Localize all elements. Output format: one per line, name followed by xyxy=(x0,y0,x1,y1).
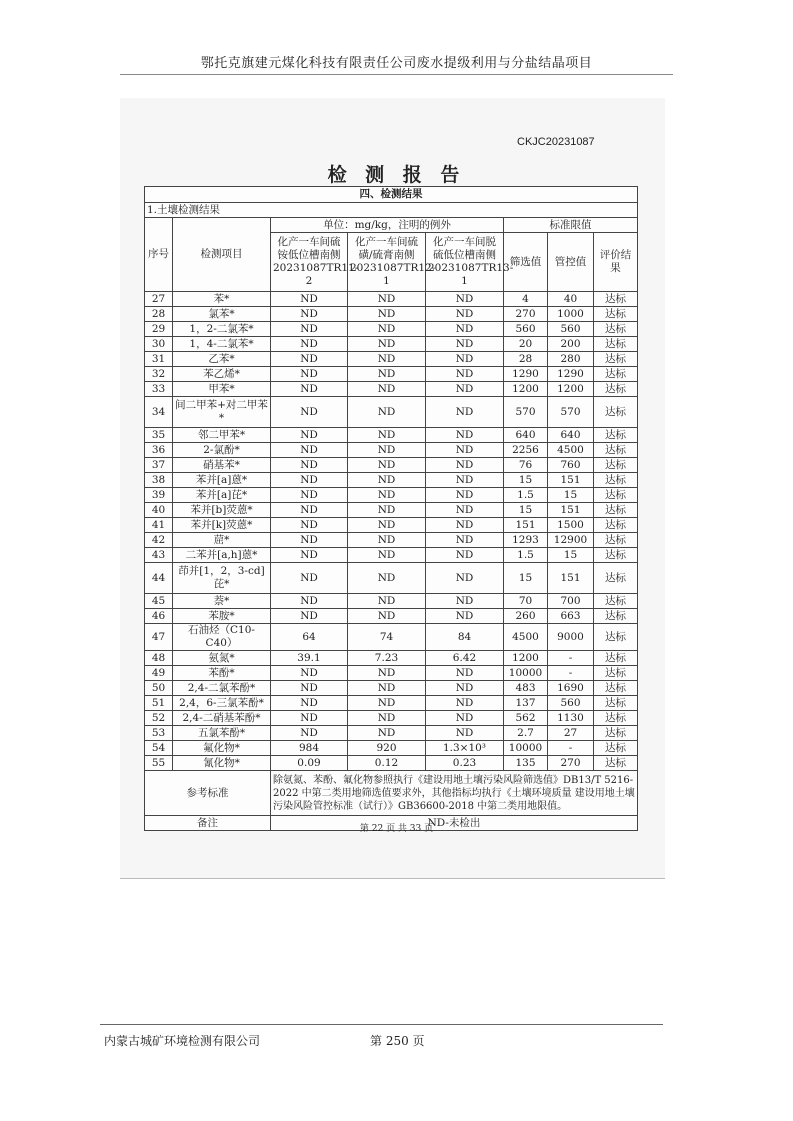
row-sample-2: ND xyxy=(348,488,426,503)
row-number: 38 xyxy=(145,473,173,488)
row-sample-3: ND xyxy=(426,367,504,382)
table-row xyxy=(145,548,638,563)
row-sample-3: ND xyxy=(426,503,504,518)
row-sample-3: ND xyxy=(426,609,504,624)
row-sample-3: ND xyxy=(426,711,504,726)
row-item: 氨氮* xyxy=(173,651,271,666)
row-sample-3: ND xyxy=(426,397,504,428)
row-screen-value: 483 xyxy=(504,681,548,696)
row-sample-1: ND xyxy=(271,458,348,473)
row-sample-1: ND xyxy=(271,548,348,563)
row-item: 1，4-二氯苯* xyxy=(173,337,271,352)
row-control-value: 1000 xyxy=(548,307,594,322)
row-sample-2: ND xyxy=(348,594,426,609)
row-sample-1: ND xyxy=(271,533,348,548)
row-sample-3: ND xyxy=(426,443,504,458)
row-sample-3: ND xyxy=(426,352,504,367)
row-sample-1: ND xyxy=(271,367,348,382)
row-screen-value: 15 xyxy=(504,473,548,488)
row-evaluation: 达标 xyxy=(594,337,638,352)
row-sample-2: ND xyxy=(348,726,426,741)
row-item: 2-氯酚* xyxy=(173,443,271,458)
row-sample-2: 74 xyxy=(348,624,426,651)
row-number: 36 xyxy=(145,443,173,458)
row-control-value: - xyxy=(548,666,594,681)
row-sample-2: ND xyxy=(348,609,426,624)
footer-rule xyxy=(100,1024,663,1025)
row-sample-2: ND xyxy=(348,563,426,594)
row-sample-2: ND xyxy=(348,696,426,711)
row-number: 45 xyxy=(145,594,173,609)
row-sample-3: 0.23 xyxy=(426,756,504,771)
row-screen-value: 4500 xyxy=(504,624,548,651)
row-sample-2: ND xyxy=(348,352,426,367)
row-item: 甲苯* xyxy=(173,382,271,397)
row-item: 2,4，6-三氯苯酚* xyxy=(173,696,271,711)
row-sample-2: ND xyxy=(348,458,426,473)
row-sample-1: ND xyxy=(271,711,348,726)
row-control-value: 9000 xyxy=(548,624,594,651)
row-sample-2: ND xyxy=(348,518,426,533)
row-sample-1: ND xyxy=(271,428,348,443)
row-sample-3: 6.42 xyxy=(426,651,504,666)
reference-label: 参考标准 xyxy=(145,771,271,816)
header-eval: 评价结果 xyxy=(594,233,638,292)
row-item: 苯并[b]荧蒽* xyxy=(173,503,271,518)
row-sample-3: ND xyxy=(426,458,504,473)
table-row xyxy=(145,651,638,666)
row-evaluation: 达标 xyxy=(594,292,638,307)
row-evaluation: 达标 xyxy=(594,488,638,503)
table-row xyxy=(145,696,638,711)
row-control-value: 760 xyxy=(548,458,594,473)
row-control-value: 40 xyxy=(548,292,594,307)
row-sample-1: ND xyxy=(271,726,348,741)
row-number: 41 xyxy=(145,518,173,533)
reference-text: 除氨氮、苯酚、氟化物参照执行《建设用地土壤污染风险筛选值》DB13/T 5216-2022 中第二类用地筛选值要求外，其他指标均执行《土壤环境质量 建设用地土壤污染风险管控标准（试行）》GB36600-2018 中第二类用地限值。 xyxy=(271,771,638,816)
header-sample-2: 化产一车间硫磺/硫膏南侧20231087TR12-1 xyxy=(348,233,426,292)
row-control-value: 560 xyxy=(548,322,594,337)
row-sample-1: ND xyxy=(271,322,348,337)
row-sample-2: ND xyxy=(348,533,426,548)
row-number: 53 xyxy=(145,726,173,741)
row-sample-2: ND xyxy=(348,443,426,458)
table-row xyxy=(145,711,638,726)
sub-title: 1.土壤检测结果 xyxy=(145,203,638,218)
row-screen-value: 15 xyxy=(504,503,548,518)
row-sample-1: ND xyxy=(271,666,348,681)
row-control-value: 151 xyxy=(548,503,594,518)
row-number: 46 xyxy=(145,609,173,624)
row-sample-3: ND xyxy=(426,428,504,443)
row-sample-1: ND xyxy=(271,696,348,711)
row-evaluation: 达标 xyxy=(594,666,638,681)
row-item: 苯乙烯* xyxy=(173,367,271,382)
row-number: 43 xyxy=(145,548,173,563)
row-evaluation: 达标 xyxy=(594,458,638,473)
row-item: 苯并[a]蒽* xyxy=(173,473,271,488)
row-number: 40 xyxy=(145,503,173,518)
row-sample-1: 39.1 xyxy=(271,651,348,666)
row-sample-1: ND xyxy=(271,681,348,696)
row-number: 42 xyxy=(145,533,173,548)
row-item: 2,4-二硝基苯酚* xyxy=(173,711,271,726)
row-number: 49 xyxy=(145,666,173,681)
page-header: 鄂托克旗建元煤化科技有限责任公司废水提级利用与分盐结晶项目 xyxy=(200,56,593,71)
row-number: 55 xyxy=(145,756,173,771)
row-screen-value: 10000 xyxy=(504,666,548,681)
row-item: 邻二甲苯* xyxy=(173,428,271,443)
row-screen-value: 15 xyxy=(504,563,548,594)
row-sample-2: ND xyxy=(348,382,426,397)
limit-header: 标准限值 xyxy=(504,218,638,233)
row-control-value: 1290 xyxy=(548,367,594,382)
row-screen-value: 1200 xyxy=(504,382,548,397)
row-sample-3: ND xyxy=(426,563,504,594)
row-evaluation: 达标 xyxy=(594,681,638,696)
row-evaluation: 达标 xyxy=(594,711,638,726)
table-row xyxy=(145,367,638,382)
row-control-value: 1200 xyxy=(548,382,594,397)
row-sample-3: 1.3×10³ xyxy=(426,741,504,756)
row-screen-value: 135 xyxy=(504,756,548,771)
table-row xyxy=(145,337,638,352)
row-evaluation: 达标 xyxy=(594,352,638,367)
table-row xyxy=(145,756,638,771)
row-sample-3: ND xyxy=(426,726,504,741)
row-sample-2: ND xyxy=(348,397,426,428)
row-sample-3: ND xyxy=(426,473,504,488)
row-sample-1: ND xyxy=(271,473,348,488)
row-sample-3: ND xyxy=(426,337,504,352)
table-row xyxy=(145,563,638,594)
row-item: 苯酚* xyxy=(173,666,271,681)
row-screen-value: 260 xyxy=(504,609,548,624)
row-screen-value: 2.7 xyxy=(504,726,548,741)
row-evaluation: 达标 xyxy=(594,609,638,624)
row-number: 29 xyxy=(145,322,173,337)
row-screen-value: 10000 xyxy=(504,741,548,756)
row-control-value: 270 xyxy=(548,756,594,771)
row-screen-value: 562 xyxy=(504,711,548,726)
report-code: CKJC20231087 xyxy=(517,136,595,148)
row-sample-1: ND xyxy=(271,337,348,352)
row-control-value: 151 xyxy=(548,473,594,488)
table-row xyxy=(145,681,638,696)
table-row xyxy=(145,307,638,322)
row-control-value: 1690 xyxy=(548,681,594,696)
table-row xyxy=(145,741,638,756)
row-control-value: - xyxy=(548,651,594,666)
row-evaluation: 达标 xyxy=(594,443,638,458)
row-control-value: 4500 xyxy=(548,443,594,458)
row-sample-3: 84 xyxy=(426,624,504,651)
header-screen: 筛选值 xyxy=(504,233,548,292)
row-evaluation: 达标 xyxy=(594,533,638,548)
row-number: 37 xyxy=(145,458,173,473)
row-sample-1: ND xyxy=(271,488,348,503)
row-evaluation: 达标 xyxy=(594,322,638,337)
row-evaluation: 达标 xyxy=(594,741,638,756)
row-evaluation: 达标 xyxy=(594,696,638,711)
row-sample-3: ND xyxy=(426,533,504,548)
row-sample-1: ND xyxy=(271,382,348,397)
row-screen-value: 1200 xyxy=(504,651,548,666)
row-sample-3: ND xyxy=(426,666,504,681)
section-title: 四、检测结果 xyxy=(145,187,638,203)
header-control: 管控值 xyxy=(548,233,594,292)
table-row xyxy=(145,352,638,367)
row-item: 乙苯* xyxy=(173,352,271,367)
row-sample-3: ND xyxy=(426,307,504,322)
row-item: 间二甲苯+对二甲苯* xyxy=(173,397,271,428)
table-row xyxy=(145,503,638,518)
row-control-value: 570 xyxy=(548,397,594,428)
row-control-value: 280 xyxy=(548,352,594,367)
row-sample-1: ND xyxy=(271,518,348,533)
row-evaluation: 达标 xyxy=(594,307,638,322)
row-sample-3: ND xyxy=(426,696,504,711)
row-sample-3: ND xyxy=(426,518,504,533)
row-screen-value: 2256 xyxy=(504,443,548,458)
header-rule xyxy=(120,74,673,75)
row-number: 34 xyxy=(145,397,173,428)
row-evaluation: 达标 xyxy=(594,651,638,666)
row-item: 䓛* xyxy=(173,533,271,548)
row-sample-1: ND xyxy=(271,563,348,594)
row-screen-value: 151 xyxy=(504,518,548,533)
row-sample-3: ND xyxy=(426,548,504,563)
row-sample-2: ND xyxy=(348,428,426,443)
row-number: 32 xyxy=(145,367,173,382)
row-control-value: 151 xyxy=(548,563,594,594)
table-row xyxy=(145,488,638,503)
row-evaluation: 达标 xyxy=(594,726,638,741)
row-item: 苯* xyxy=(173,292,271,307)
row-sample-2: ND xyxy=(348,666,426,681)
row-control-value: 663 xyxy=(548,609,594,624)
table-row xyxy=(145,473,638,488)
row-item: 苯并[k]荧蒽* xyxy=(173,518,271,533)
table-row xyxy=(145,443,638,458)
row-screen-value: 570 xyxy=(504,397,548,428)
table-row xyxy=(145,292,638,307)
row-evaluation: 达标 xyxy=(594,397,638,428)
row-screen-value: 270 xyxy=(504,307,548,322)
row-control-value: 1130 xyxy=(548,711,594,726)
row-item: 萘* xyxy=(173,594,271,609)
row-sample-1: ND xyxy=(271,503,348,518)
row-control-value: 700 xyxy=(548,594,594,609)
row-sample-2: ND xyxy=(348,292,426,307)
table-row xyxy=(145,533,638,548)
table-row xyxy=(145,397,638,428)
row-sample-1: 64 xyxy=(271,624,348,651)
results-table xyxy=(144,186,638,831)
row-sample-1: 0.09 xyxy=(271,756,348,771)
row-sample-2: ND xyxy=(348,681,426,696)
header-seq: 序号 xyxy=(145,218,173,292)
row-sample-2: 7.23 xyxy=(348,651,426,666)
row-number: 52 xyxy=(145,711,173,726)
table-row xyxy=(145,458,638,473)
row-control-value: 640 xyxy=(548,428,594,443)
row-item: 1，2-二氯苯* xyxy=(173,322,271,337)
row-evaluation: 达标 xyxy=(594,518,638,533)
table-row xyxy=(145,428,638,443)
footer-page-number: 第 250 页 xyxy=(370,1034,425,1048)
row-control-value: 12900 xyxy=(548,533,594,548)
row-control-value: 560 xyxy=(548,696,594,711)
row-number: 30 xyxy=(145,337,173,352)
table-row xyxy=(145,518,638,533)
inner-page-number: 第 22 页 共 33 页 xyxy=(359,824,434,834)
row-sample-2: ND xyxy=(348,473,426,488)
remark-text: ND-未检出 xyxy=(271,816,638,831)
row-number: 48 xyxy=(145,651,173,666)
row-number: 39 xyxy=(145,488,173,503)
row-number: 31 xyxy=(145,352,173,367)
row-item: 茚并[1，2，3-cd]芘* xyxy=(173,563,271,594)
row-sample-3: ND xyxy=(426,322,504,337)
row-screen-value: 640 xyxy=(504,428,548,443)
row-evaluation: 达标 xyxy=(594,756,638,771)
row-item: 氯苯* xyxy=(173,307,271,322)
row-item: 苯并[a]芘* xyxy=(173,488,271,503)
row-evaluation: 达标 xyxy=(594,473,638,488)
table-row xyxy=(145,726,638,741)
row-evaluation: 达标 xyxy=(594,594,638,609)
scan-bottom-edge xyxy=(120,878,665,879)
row-number: 50 xyxy=(145,681,173,696)
table-row xyxy=(145,666,638,681)
row-sample-2: ND xyxy=(348,503,426,518)
row-item: 2,4-二氯苯酚* xyxy=(173,681,271,696)
row-screen-value: 4 xyxy=(504,292,548,307)
row-sample-1: 984 xyxy=(271,741,348,756)
row-screen-value: 1290 xyxy=(504,367,548,382)
row-screen-value: 20 xyxy=(504,337,548,352)
row-number: 44 xyxy=(145,563,173,594)
row-control-value: 1500 xyxy=(548,518,594,533)
row-evaluation: 达标 xyxy=(594,428,638,443)
header-item: 检测项目 xyxy=(173,218,271,292)
row-sample-1: ND xyxy=(271,397,348,428)
table-row xyxy=(145,594,638,609)
row-sample-2: 0.12 xyxy=(348,756,426,771)
row-screen-value: 137 xyxy=(504,696,548,711)
row-screen-value: 560 xyxy=(504,322,548,337)
row-screen-value: 1.5 xyxy=(504,488,548,503)
row-control-value: 200 xyxy=(548,337,594,352)
row-evaluation: 达标 xyxy=(594,367,638,382)
row-screen-value: 28 xyxy=(504,352,548,367)
row-evaluation: 达标 xyxy=(594,382,638,397)
row-control-value: - xyxy=(548,741,594,756)
row-sample-1: ND xyxy=(271,352,348,367)
row-sample-3: ND xyxy=(426,594,504,609)
row-screen-value: 76 xyxy=(504,458,548,473)
header-sample-3: 化产一车间脱硫低位槽南侧20231087TR13-1 xyxy=(426,233,504,292)
row-sample-2: ND xyxy=(348,548,426,563)
row-number: 33 xyxy=(145,382,173,397)
row-number: 47 xyxy=(145,624,173,651)
row-control-value: 15 xyxy=(548,488,594,503)
row-sample-2: ND xyxy=(348,367,426,382)
row-item: 苯胺* xyxy=(173,609,271,624)
row-item: 氟化物* xyxy=(173,741,271,756)
row-screen-value: 1293 xyxy=(504,533,548,548)
row-number: 28 xyxy=(145,307,173,322)
row-sample-2: ND xyxy=(348,711,426,726)
row-sample-1: ND xyxy=(271,594,348,609)
row-item: 五氯苯酚* xyxy=(173,726,271,741)
row-sample-2: ND xyxy=(348,337,426,352)
row-sample-3: ND xyxy=(426,382,504,397)
row-item: 石油烃（C10-C40） xyxy=(173,624,271,651)
row-number: 54 xyxy=(145,741,173,756)
row-sample-2: ND xyxy=(348,322,426,337)
row-item: 二苯并[a,h]蒽* xyxy=(173,548,271,563)
table-row xyxy=(145,382,638,397)
row-sample-1: ND xyxy=(271,609,348,624)
report-title: 检 测 报 告 xyxy=(327,164,466,186)
table-row xyxy=(145,322,638,337)
row-sample-1: ND xyxy=(271,292,348,307)
table-row xyxy=(145,624,638,651)
row-control-value: 27 xyxy=(548,726,594,741)
row-sample-3: ND xyxy=(426,292,504,307)
row-sample-2: 920 xyxy=(348,741,426,756)
remark-label: 备注 xyxy=(145,816,271,831)
row-sample-1: ND xyxy=(271,307,348,322)
unit-note: 单位：mg/kg，注明的例外 xyxy=(271,218,504,233)
row-number: 27 xyxy=(145,292,173,307)
row-sample-1: ND xyxy=(271,443,348,458)
footer-company: 内蒙古城矿环境检测有限公司 xyxy=(104,1034,261,1048)
row-evaluation: 达标 xyxy=(594,624,638,651)
row-evaluation: 达标 xyxy=(594,548,638,563)
table-row xyxy=(145,609,638,624)
row-number: 51 xyxy=(145,696,173,711)
row-screen-value: 1.5 xyxy=(504,548,548,563)
row-sample-3: ND xyxy=(426,681,504,696)
row-number: 35 xyxy=(145,428,173,443)
header-sample-1: 化产一车间硫铵低位槽南侧20231087TR11-2 xyxy=(271,233,348,292)
row-sample-2: ND xyxy=(348,307,426,322)
row-screen-value: 70 xyxy=(504,594,548,609)
row-sample-3: ND xyxy=(426,488,504,503)
row-control-value: 15 xyxy=(548,548,594,563)
row-evaluation: 达标 xyxy=(594,503,638,518)
row-item: 氰化物* xyxy=(173,756,271,771)
row-evaluation: 达标 xyxy=(594,563,638,594)
row-item: 硝基苯* xyxy=(173,458,271,473)
